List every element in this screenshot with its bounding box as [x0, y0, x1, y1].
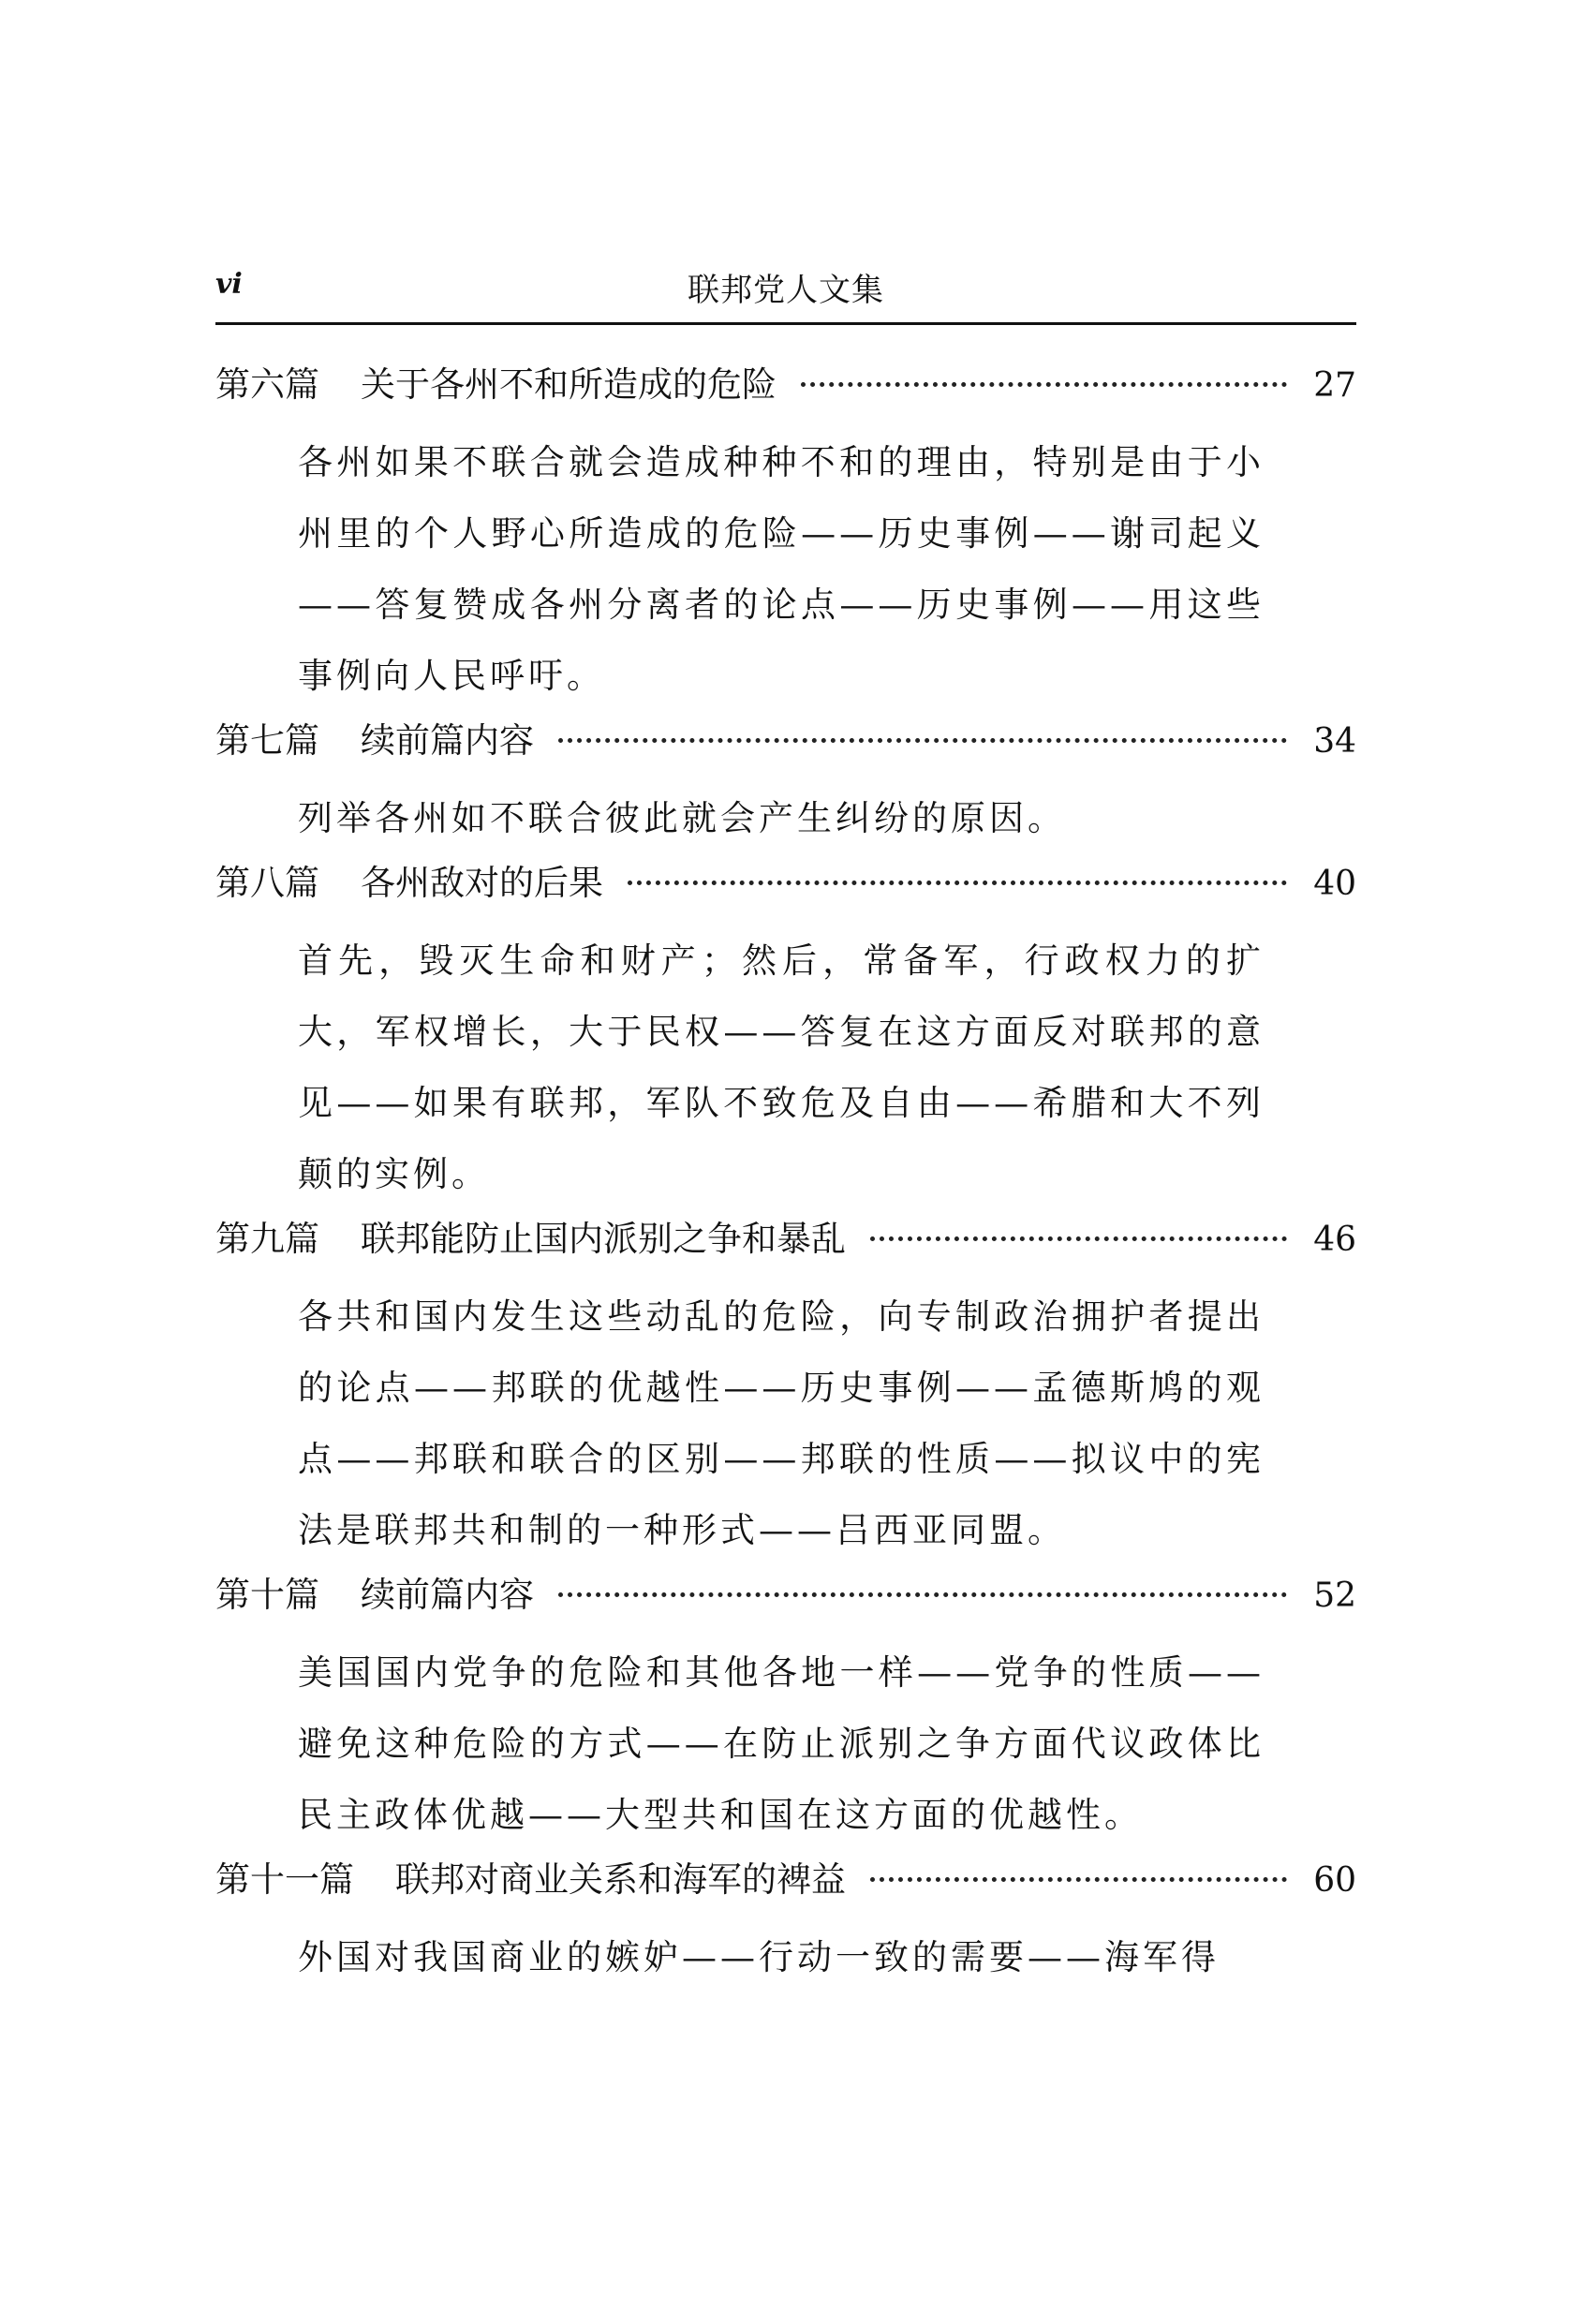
chapter-number: 第十篇 — [215, 1575, 319, 1615]
toc-entry — [215, 1210, 1356, 1566]
chapter-number: 第八篇 — [215, 863, 319, 903]
toc-entry-heading[interactable] — [215, 1851, 1356, 1922]
dot-leader — [558, 1592, 1287, 1597]
toc-entry — [215, 854, 1356, 1210]
chapter-summary: 列举各州如不联合彼此就会产生纠纷的原因。 — [298, 798, 1066, 838]
toc-entry-heading[interactable] — [215, 854, 1356, 925]
toc-entry-heading[interactable] — [215, 1566, 1356, 1637]
page-number: 60 — [1313, 1861, 1356, 1900]
chapter-summary: 美国国内党争的危险和其他各地一样——党争的性质——避免这种危险的方式——在防止派别之争方面代议政体比民主政体优越——大型共和国在这方面的优越性。 — [298, 1652, 1265, 1835]
page-number: 40 — [1313, 865, 1356, 903]
page-number: 27 — [1313, 366, 1356, 405]
chapter-number: 第六篇 — [215, 364, 319, 405]
dot-leader — [870, 1877, 1287, 1882]
page-folio: vi — [215, 268, 243, 301]
dot-leader — [870, 1236, 1287, 1241]
chapter-number: 第七篇 — [215, 720, 319, 761]
page-number: 34 — [1313, 722, 1356, 761]
toc-entry-heading[interactable] — [215, 712, 1356, 783]
table-of-contents — [215, 356, 1356, 1993]
toc-entry-heading[interactable] — [215, 1210, 1356, 1281]
toc-entry — [215, 356, 1356, 712]
chapter-title: 续前篇内容 — [361, 720, 534, 761]
chapter-summary: 首先，毁灭生命和财产；然后，常备军，行政权力的扩大，军权增长，大于民权——答复在这方面反对联邦的意见——如果有联邦，军队不致危及自由——希腊和大不列颠的实例。 — [298, 940, 1265, 1194]
chapter-summary: 外国对我国商业的嫉妒——行动一致的需要——海军得 — [298, 1937, 1220, 1977]
chapter-title: 关于各州不和所造成的危险 — [361, 364, 777, 405]
chapter-title: 联邦对商业关系和海军的裨益 — [395, 1859, 846, 1900]
page-number: 46 — [1313, 1221, 1356, 1259]
toc-entry — [215, 1851, 1356, 1993]
page-number: 52 — [1313, 1576, 1356, 1615]
chapter-title: 续前篇内容 — [361, 1575, 534, 1615]
dot-leader — [558, 738, 1287, 743]
chapter-number: 第十一篇 — [215, 1859, 354, 1900]
page-header — [215, 260, 1356, 325]
chapter-summary: 各州如果不联合就会造成种种不和的理由，特别是由于小州里的个人野心所造成的危险——历史事例——谢司起义——答复赞成各州分离者的论点——历史事例——用这些事例向人民呼吁。 — [298, 442, 1265, 696]
toc-entry-heading[interactable] — [215, 356, 1356, 427]
toc-entry — [215, 1566, 1356, 1851]
dot-leader — [801, 382, 1287, 387]
chapter-summary: 各共和国内发生这些动乱的危险，向专制政治拥护者提出的论点——邦联的优越性——历史事例——孟德斯鸠的观点——邦联和联合的区别——邦联的性质——拟议中的宪法是联邦共和制的一种形式——吕西亚同盟。 — [298, 1296, 1265, 1550]
chapter-title: 联邦能防止国内派别之争和暴乱 — [361, 1219, 846, 1259]
chapter-number: 第九篇 — [215, 1219, 319, 1259]
running-title: 联邦党人文集 — [688, 272, 884, 309]
dot-leader — [628, 881, 1287, 885]
chapter-title: 各州敌对的后果 — [361, 863, 603, 903]
toc-entry — [215, 712, 1356, 854]
